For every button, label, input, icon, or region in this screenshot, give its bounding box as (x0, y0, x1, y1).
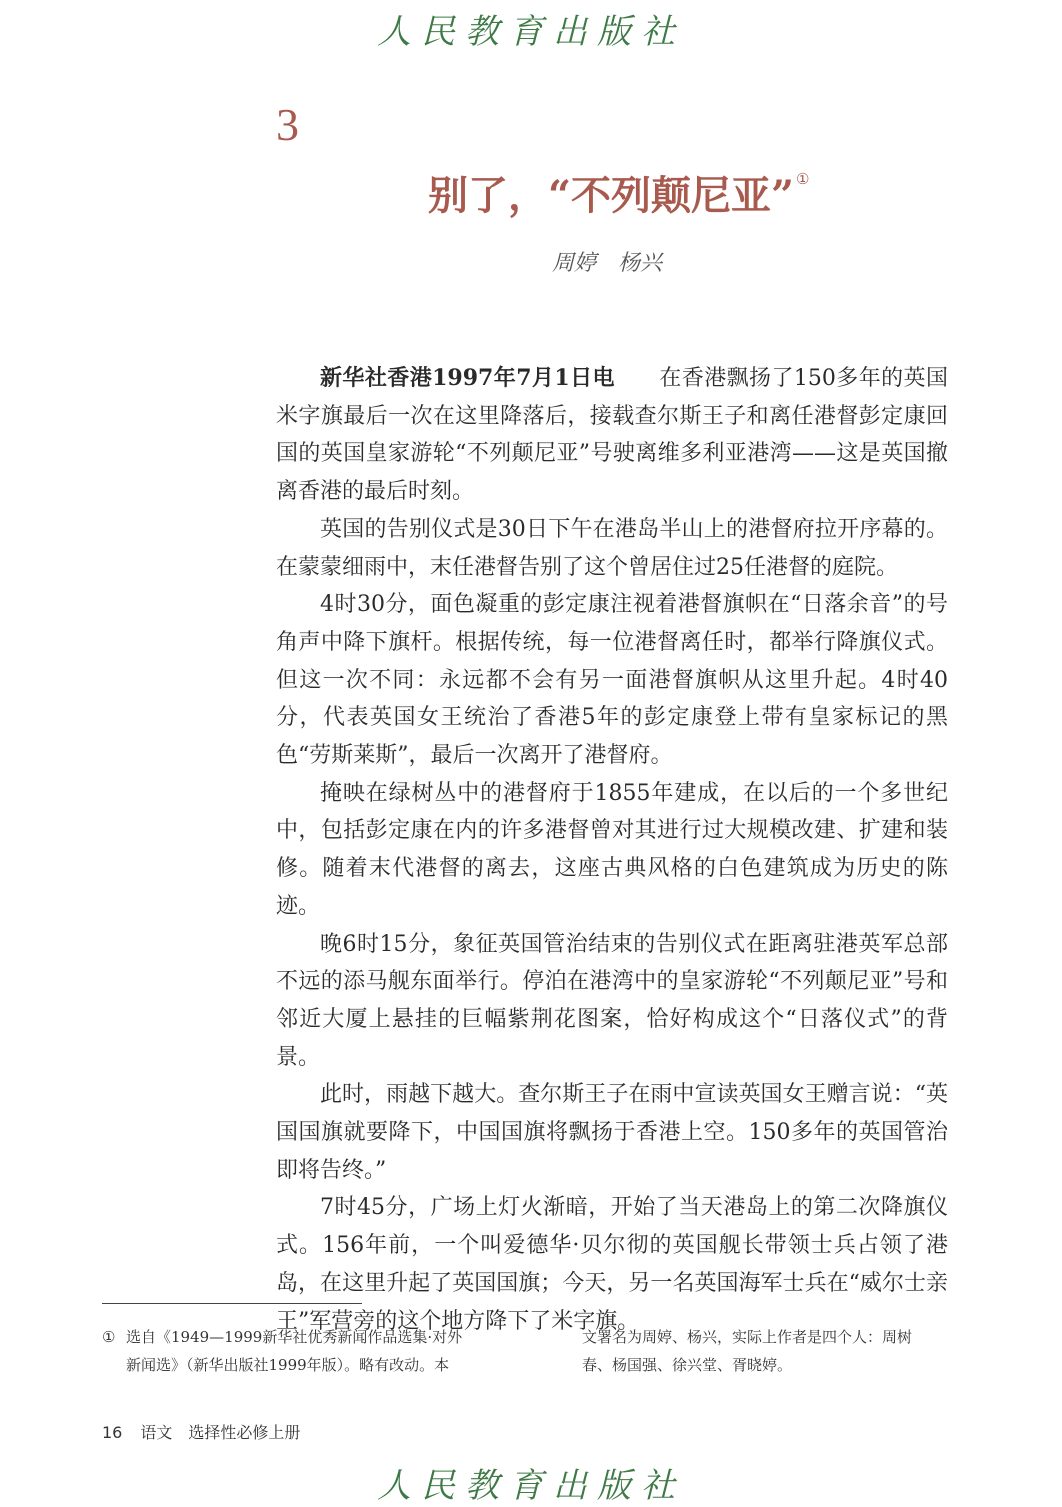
paragraph-2: 英国的告别仪式是30日下午在港岛半山上的港督府拉开序幕的。在蒙蒙细雨中，末任港督告别了这个曾居住过25任港督的庭院。 (276, 516, 948, 580)
article-body (276, 360, 948, 1340)
page-number: 16 (102, 1423, 123, 1442)
title-footnote-mark[interactable]: ① (796, 170, 810, 188)
paragraph-7: 7时45分，广场上灯火渐暗，开始了当天港岛上的第二次降旗仪式。156年前，一个叫爱德华·贝尔彻的英国舰长带领士兵占领了港岛，在这里升起了英国国旗；今天，另一名英国海军士兵在“威尔士亲王”军营旁的这个地方降下了米字旗。 (276, 1195, 948, 1334)
paragraph-6: 此时，雨越下越大。查尔斯王子在雨中宣读英国女王赠言说：“英国国旗就要降下，中国国旗将飘扬于香港上空。150多年的英国管治即将告终。” (276, 1082, 948, 1183)
footnote-left-column (102, 1323, 494, 1379)
paragraph-1 (276, 360, 948, 511)
paragraph-4: 掩映在绿树丛中的港督府于1855年建成，在以后的一个多世纪中，包括彭定康在内的许多港督曾对其进行过大规模改建、扩建和装修。随着末代港督的离去，这座古典风格的白色建筑成为历史的陈迹。 (276, 780, 948, 919)
article-title (428, 164, 809, 221)
footnote-left-line-2: 新闻选》（新华出版社1999年版）。略有改动。本 (126, 1356, 450, 1374)
footnote-right-column (582, 1323, 948, 1379)
footnote-divider (102, 1303, 362, 1304)
paragraph-3: 4时30分，面色凝重的彭定康注视着港督旗帜在“日落余音”的号角声中降下旗杆。根据传统，每一位港督离任时，都举行降旗仪式。但这一次不同：永远都不会有另一面港督旗帜从这里升起。4时40分，代表英国女王统治了香港5年的彭定康登上带有皇家标记的黑色“劳斯莱斯”，最后一次离开了港督府。 (276, 592, 948, 769)
publisher-logo-top: 人民教育出版社 (377, 12, 685, 52)
lesson-number: 3 (276, 99, 299, 150)
authors: 周婷 杨兴 (552, 251, 663, 276)
footnote-right-line-2: 春、杨国强、徐兴堂、胥晓婷。 (582, 1356, 793, 1374)
footnote-left-line-1: 选自《1949—1999新华社优秀新闻作品选集·对外 (126, 1328, 463, 1346)
article-title-text: 别了，“不列颠尼亚” (428, 172, 795, 219)
book-title: 语文 选择性必修上册 (140, 1423, 301, 1442)
publisher-logo-bottom: 人民教育出版社 (377, 1466, 685, 1506)
footnote-mark: ① (102, 1328, 116, 1346)
paragraph-1-text: 在香港飘扬了150多年的英国米字旗最后一次在这里降落后，接载查尔斯王子和离任港督彭定康回国的英国皇家游轮“不列颠尼亚”号驶离维多利亚港湾——这是英国撤离香港的最后时刻。 (276, 366, 948, 505)
dateline: 新华社香港1997年7月1日电 (320, 365, 615, 391)
page-footer (102, 1420, 300, 1443)
paragraph-5: 晚6时15分，象征英国管治结束的告别仪式在距离驻港英军总部不远的添马舰东面举行。停泊在港湾中的皇家游轮“不列颠尼亚”号和邻近大厦上悬挂的巨幅紫荆花图案，恰好构成这个“日落仪式”的背景。 (276, 931, 948, 1070)
footnote-right-line-1: 文署名为周婷、杨兴，实际上作者是四个人：周树 (582, 1328, 913, 1346)
